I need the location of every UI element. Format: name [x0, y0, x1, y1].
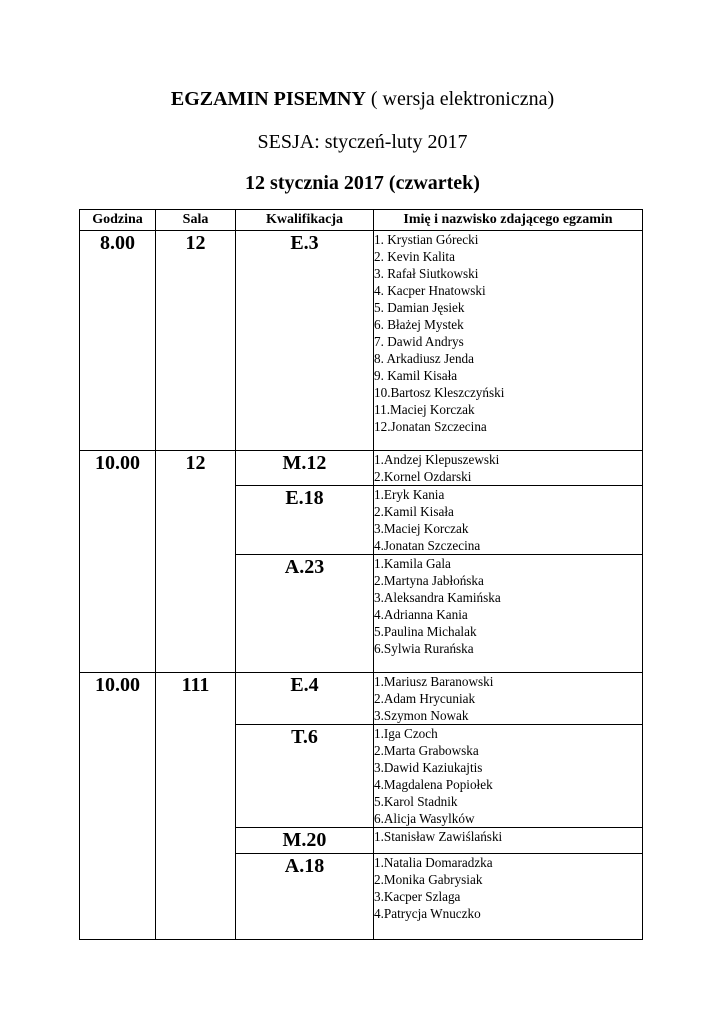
qualification-cell: M.12: [236, 451, 374, 486]
session-line: SESJA: styczeń-luty 2017: [257, 131, 468, 153]
exam-date: 12 stycznia 2017 (czwartek): [245, 172, 480, 194]
room-cell: 12: [156, 231, 236, 451]
qualification-cell: E.18: [236, 486, 374, 555]
candidate-name: 8. Arkadiusz Jenda: [374, 351, 474, 366]
time-cell: 10.00: [80, 673, 156, 940]
header-kwalifikacja: Kwalifikacja: [236, 210, 374, 231]
room-cell: 111: [156, 673, 236, 940]
qualification-cell: E.4: [236, 673, 374, 725]
time-cell: 10.00: [80, 451, 156, 673]
candidate-name: 5.Karol Stadnik: [374, 794, 458, 809]
document-title: [0, 88, 725, 111]
candidate-name: 9. Kamil Kisała: [374, 368, 458, 383]
candidate-name: 3.Kacper Szlaga: [374, 889, 461, 904]
names-cell: [374, 231, 643, 451]
names-cell: [374, 725, 643, 828]
candidate-name: 3.Dawid Kaziukajtis: [374, 760, 483, 775]
candidate-name: 4.Magdalena Popiołek: [374, 777, 493, 792]
qualification-cell: M.20: [236, 828, 374, 854]
candidate-name: 1. Krystian Górecki: [374, 232, 479, 247]
candidate-name: 10.Bartosz Kleszczyński: [374, 385, 505, 400]
qualification-cell: A.18: [236, 854, 374, 940]
candidate-name: 6.Alicja Wasylków: [374, 811, 475, 826]
names-cell: [374, 854, 643, 940]
exam-schedule-table: [79, 209, 643, 940]
candidate-name: 4.Jonatan Szczecina: [374, 538, 481, 553]
candidate-name: 2.Monika Gabrysiak: [374, 872, 483, 887]
table-row: [80, 231, 643, 451]
candidate-name: 1.Stanisław Zawiślański: [374, 829, 503, 844]
candidate-name: 5. Damian Jęsiek: [374, 300, 465, 315]
candidate-name: 6. Błażej Mystek: [374, 317, 464, 332]
candidate-name: 2.Kornel Ozdarski: [374, 469, 472, 484]
candidate-name: 3.Szymon Nowak: [374, 708, 469, 723]
table-header-row: [80, 210, 643, 231]
room-cell: 12: [156, 451, 236, 673]
candidate-name: 2.Adam Hrycuniak: [374, 691, 476, 706]
qualification-cell: E.3: [236, 231, 374, 451]
candidate-name: 2.Martyna Jabłońska: [374, 573, 484, 588]
candidate-name: 1.Kamila Gala: [374, 556, 451, 571]
candidate-name: 1.Eryk Kania: [374, 487, 445, 502]
qualification-cell: A.23: [236, 555, 374, 673]
header-sala: Sala: [156, 210, 236, 231]
candidate-name: 12.Jonatan Szczecina: [374, 419, 487, 434]
candidate-name: 1.Andzej Klepuszewski: [374, 452, 500, 467]
header-godzina: Godzina: [80, 210, 156, 231]
names-cell: [374, 828, 643, 854]
candidate-name: 3. Rafał Siutkowski: [374, 266, 479, 281]
qualification-cell: T.6: [236, 725, 374, 828]
candidate-name: 5.Paulina Michalak: [374, 624, 477, 639]
candidate-name: 4. Kacper Hnatowski: [374, 283, 486, 298]
candidate-name: 1.Mariusz Baranowski: [374, 674, 494, 689]
candidate-name: 3.Maciej Korczak: [374, 521, 469, 536]
candidate-name: 6.Sylwia Rurańska: [374, 641, 474, 656]
candidate-name: 4.Patrycja Wnuczko: [374, 906, 481, 921]
title-bold: EGZAMIN PISEMNY: [170, 88, 366, 110]
candidate-name: 7. Dawid Andrys: [374, 334, 464, 349]
names-cell: [374, 486, 643, 555]
time-cell: 8.00: [80, 231, 156, 451]
candidate-name: 4.Adrianna Kania: [374, 607, 468, 622]
title-rest: ( wersja elektroniczna): [365, 88, 555, 110]
table-row: [80, 673, 643, 725]
candidate-name: 1.Iga Czoch: [374, 726, 438, 741]
candidate-name: 2.Marta Grabowska: [374, 743, 479, 758]
candidate-name: 1.Natalia Domaradzka: [374, 855, 493, 870]
table-row: [80, 451, 643, 486]
candidate-name: 3.Aleksandra Kamińska: [374, 590, 501, 605]
header-imie-nazwisko: Imię i nazwisko zdającego egzamin: [374, 210, 643, 231]
names-cell: [374, 673, 643, 725]
names-cell: [374, 451, 643, 486]
candidate-name: 2. Kevin Kalita: [374, 249, 455, 264]
candidate-name: 11.Maciej Korczak: [374, 402, 475, 417]
names-cell: [374, 555, 643, 673]
candidate-name: 2.Kamil Kisała: [374, 504, 454, 519]
